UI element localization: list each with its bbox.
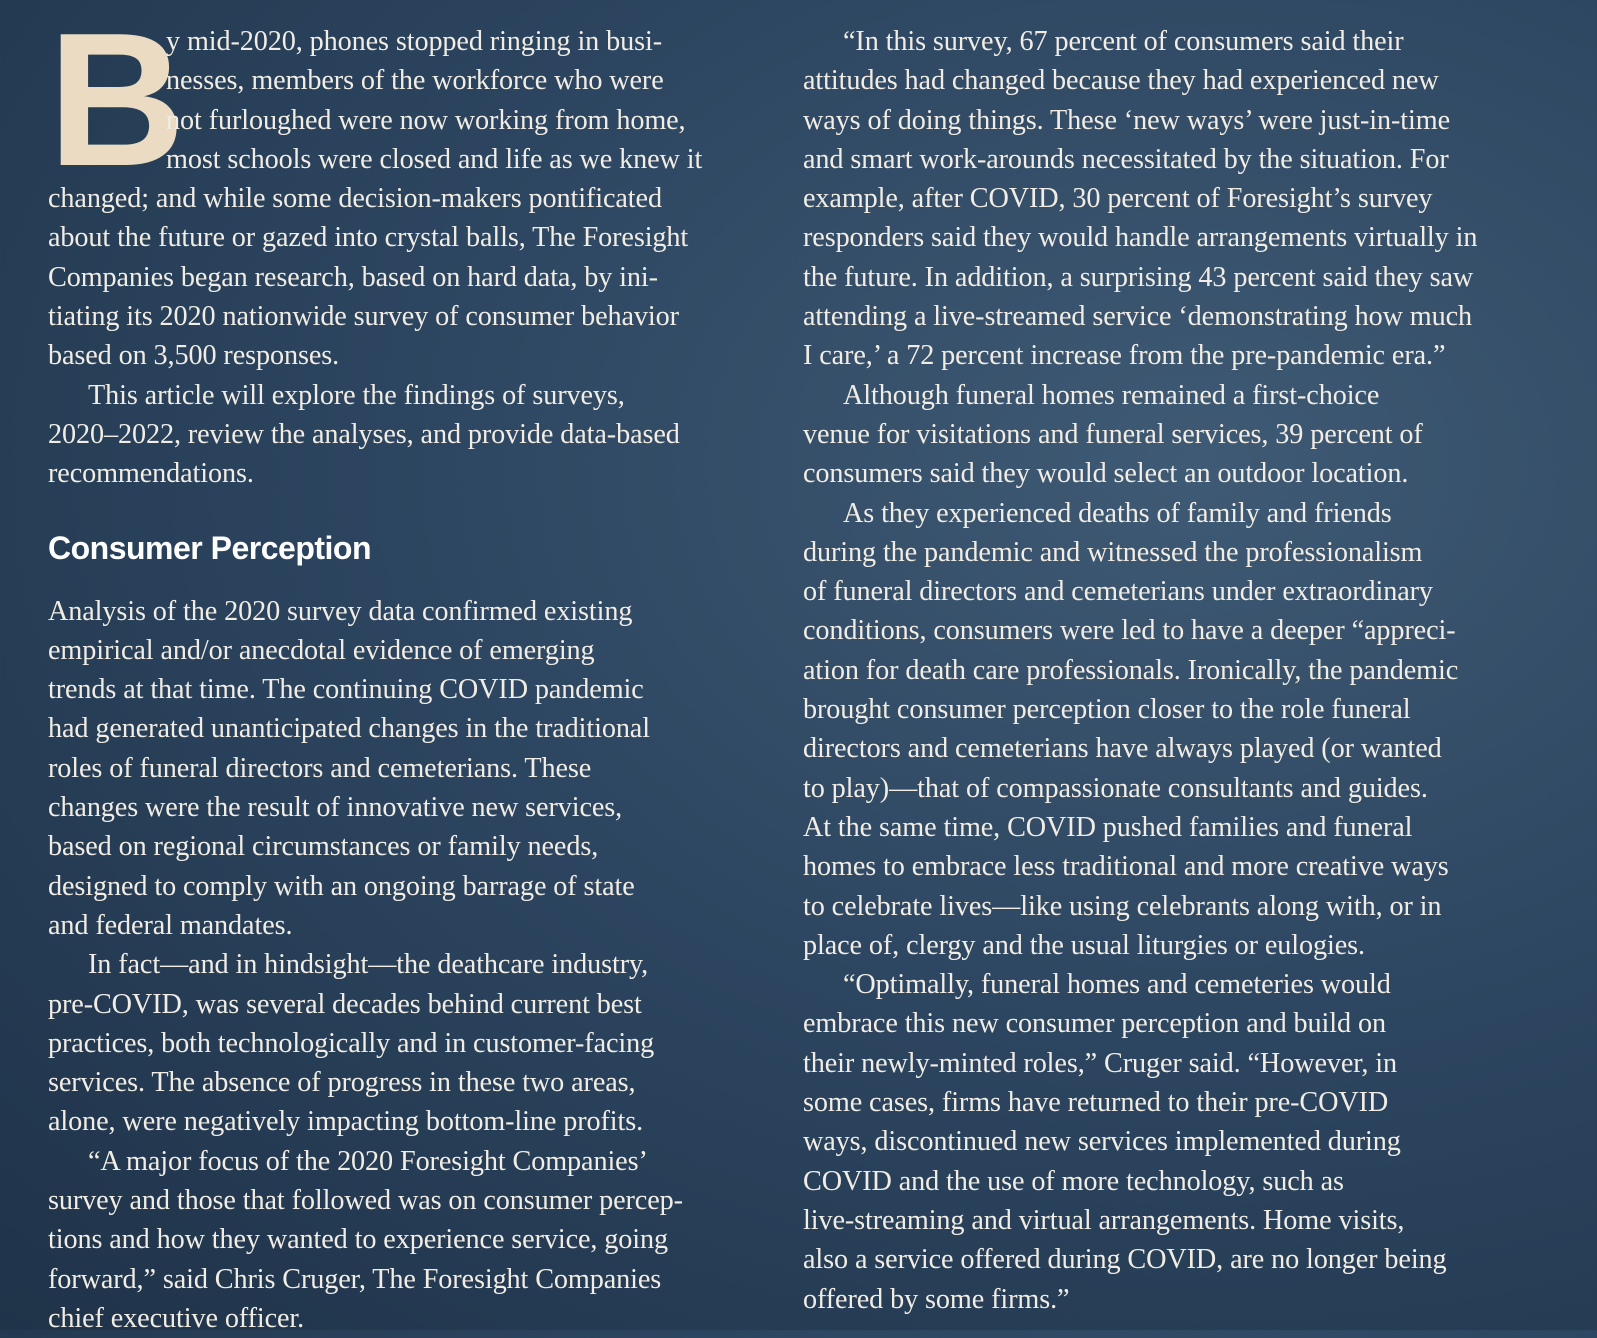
text-line: trends at that time. The continuing COVID pandemic: [48, 674, 644, 706]
text-line: In fact—and in hindsight—the deathcare industry,: [88, 949, 649, 981]
text-line: example, after COVID, 30 percent of Foresight’s survey: [803, 183, 1433, 215]
text-line: Companies began research, based on hard data, by ini-: [48, 261, 658, 293]
text-line: alone, were negatively impacting bottom-line profits.: [48, 1106, 644, 1138]
text-line: 2020–2022, review the analyses, and provide data-based: [48, 418, 680, 450]
paragraph-analysis: [48, 592, 758, 946]
text-line: tiating its 2020 nationwide survey of consumer behavior: [48, 301, 679, 333]
text-line: to play)—that of compassionate consultants and guides.: [803, 772, 1428, 804]
text-line: to celebrate lives—like using celebrants along with, or in: [803, 890, 1442, 922]
text-line: forward,” said Chris Cruger, The Foresight Companies: [48, 1263, 662, 1295]
text-line: This article will explore the findings of surveys,: [88, 379, 625, 411]
text-line: “In this survey, 67 percent of consumers said their: [843, 26, 1404, 57]
text-line: some cases, firms have returned to their pre-COVID: [803, 1087, 1389, 1119]
text-line: survey and those that followed was on consumer percep-: [48, 1185, 683, 1217]
text-line: most schools were closed and life as we knew it: [166, 143, 703, 175]
text-line: the future. In addition, a surprising 43 percent said they saw: [803, 261, 1474, 293]
text-line: brought consumer perception closer to the role funeral: [803, 694, 1411, 726]
text-line: Analysis of the 2020 survey data confirmed existing: [48, 595, 633, 627]
text-line: COVID and the use of more technology, such as: [803, 1165, 1344, 1197]
text-line: changes were the result of innovative new services,: [48, 792, 623, 824]
text-line: empirical and/or anecdotal evidence of emerging: [48, 634, 595, 666]
text-line: roles of funeral directors and cemeterians. These: [48, 752, 592, 784]
text-line: embrace this new consumer perception and build on: [803, 1008, 1386, 1040]
right-column: [803, 22, 1548, 1319]
text-line: y mid-2020, phones stopped ringing in busi-: [166, 26, 663, 57]
text-line: venue for visitations and funeral services, 39 percent of: [803, 418, 1423, 450]
left-column: [48, 0, 758, 1338]
text-line: conditions, consumers were led to have a deeper “appreci-: [803, 615, 1456, 647]
paragraph-quote-cruger: [48, 1142, 758, 1338]
paragraph-survey-quote: [803, 22, 1548, 376]
text-line: nesses, members of the workforce who were: [166, 65, 664, 97]
text-line: their newly-minted roles,” Cruger said. “However, in: [803, 1047, 1398, 1079]
text-line: responders said they would handle arrangements virtually in: [803, 222, 1478, 254]
text-line: based on regional circumstances or family needs,: [48, 831, 599, 863]
paragraph-appreciation: [803, 494, 1548, 966]
text-line: “A major focus of the 2020 Foresight Companies’: [88, 1145, 648, 1177]
drop-cap: B: [48, 0, 186, 206]
text-line: had generated unanticipated changes in the traditional: [48, 713, 650, 745]
paragraph-overview: [48, 376, 758, 494]
text-line: Although funeral homes remained a first-choice: [843, 379, 1380, 411]
text-line: As they experienced deaths of family and friends: [843, 497, 1392, 529]
text-line: pre-COVID, was several decades behind current best: [48, 988, 642, 1020]
text-line: directors and cemeterians have always played (or wanted: [803, 733, 1442, 765]
text-line: and federal mandates.: [48, 909, 293, 941]
text-line: ation for death care professionals. Ironically, the pandemic: [803, 654, 1459, 686]
text-line: of funeral directors and cemeterians under extraordinary: [803, 576, 1433, 608]
text-line: ways, discontinued new services implemented during: [803, 1126, 1401, 1158]
text-line: I care,’ a 72 percent increase from the pre-pandemic era.”: [803, 340, 1446, 372]
text-line: and smart work-arounds necessitated by the situation. For: [803, 143, 1449, 175]
text-line: services. The absence of progress in these two areas,: [48, 1067, 636, 1099]
text-line: practices, both technologically and in customer-facing: [48, 1027, 655, 1059]
paragraph-intro: [48, 0, 758, 376]
text-line: At the same time, COVID pushed families and funeral: [803, 811, 1413, 843]
text-line: “Optimally, funeral homes and cemeteries would: [843, 969, 1391, 1001]
text-line: about the future or gazed into crystal balls, The Foresight: [48, 222, 689, 254]
text-line: offered by some firms.”: [803, 1283, 1070, 1315]
text-line: changed; and while some decision-makers pontificated: [48, 183, 662, 215]
text-line: designed to comply with an ongoing barrage of state: [48, 870, 635, 902]
text-line: recommendations.: [48, 458, 254, 490]
paragraph-hindsight: [48, 945, 758, 1141]
text-line: tions and how they wanted to experience service, going: [48, 1224, 669, 1256]
text-line: live-streaming and virtual arrangements. Home visits,: [803, 1204, 1405, 1236]
text-line: not furloughed were now working from home,: [166, 104, 686, 136]
paragraph-optimally: [803, 965, 1548, 1319]
text-line: based on 3,500 responses.: [48, 340, 340, 372]
section-heading: Consumer Perception: [48, 530, 372, 566]
text-line: chief executive officer.: [48, 1302, 305, 1334]
paragraph-venue: [803, 376, 1548, 494]
text-line: attending a live-streamed service ‘demonstrating how much: [803, 301, 1473, 333]
text-line: attitudes had changed because they had experienced new: [803, 65, 1439, 97]
text-line: during the pandemic and witnessed the professionalism: [803, 536, 1423, 568]
text-line: also a service offered during COVID, are no longer being: [803, 1244, 1447, 1276]
text-line: homes to embrace less traditional and more creative ways: [803, 851, 1449, 883]
text-line: ways of doing things. These ‘new ways’ were just-in-time: [803, 104, 1451, 136]
text-line: place of, clergy and the usual liturgies or eulogies.: [803, 929, 1365, 961]
text-line: consumers said they would select an outdoor location.: [803, 458, 1409, 490]
